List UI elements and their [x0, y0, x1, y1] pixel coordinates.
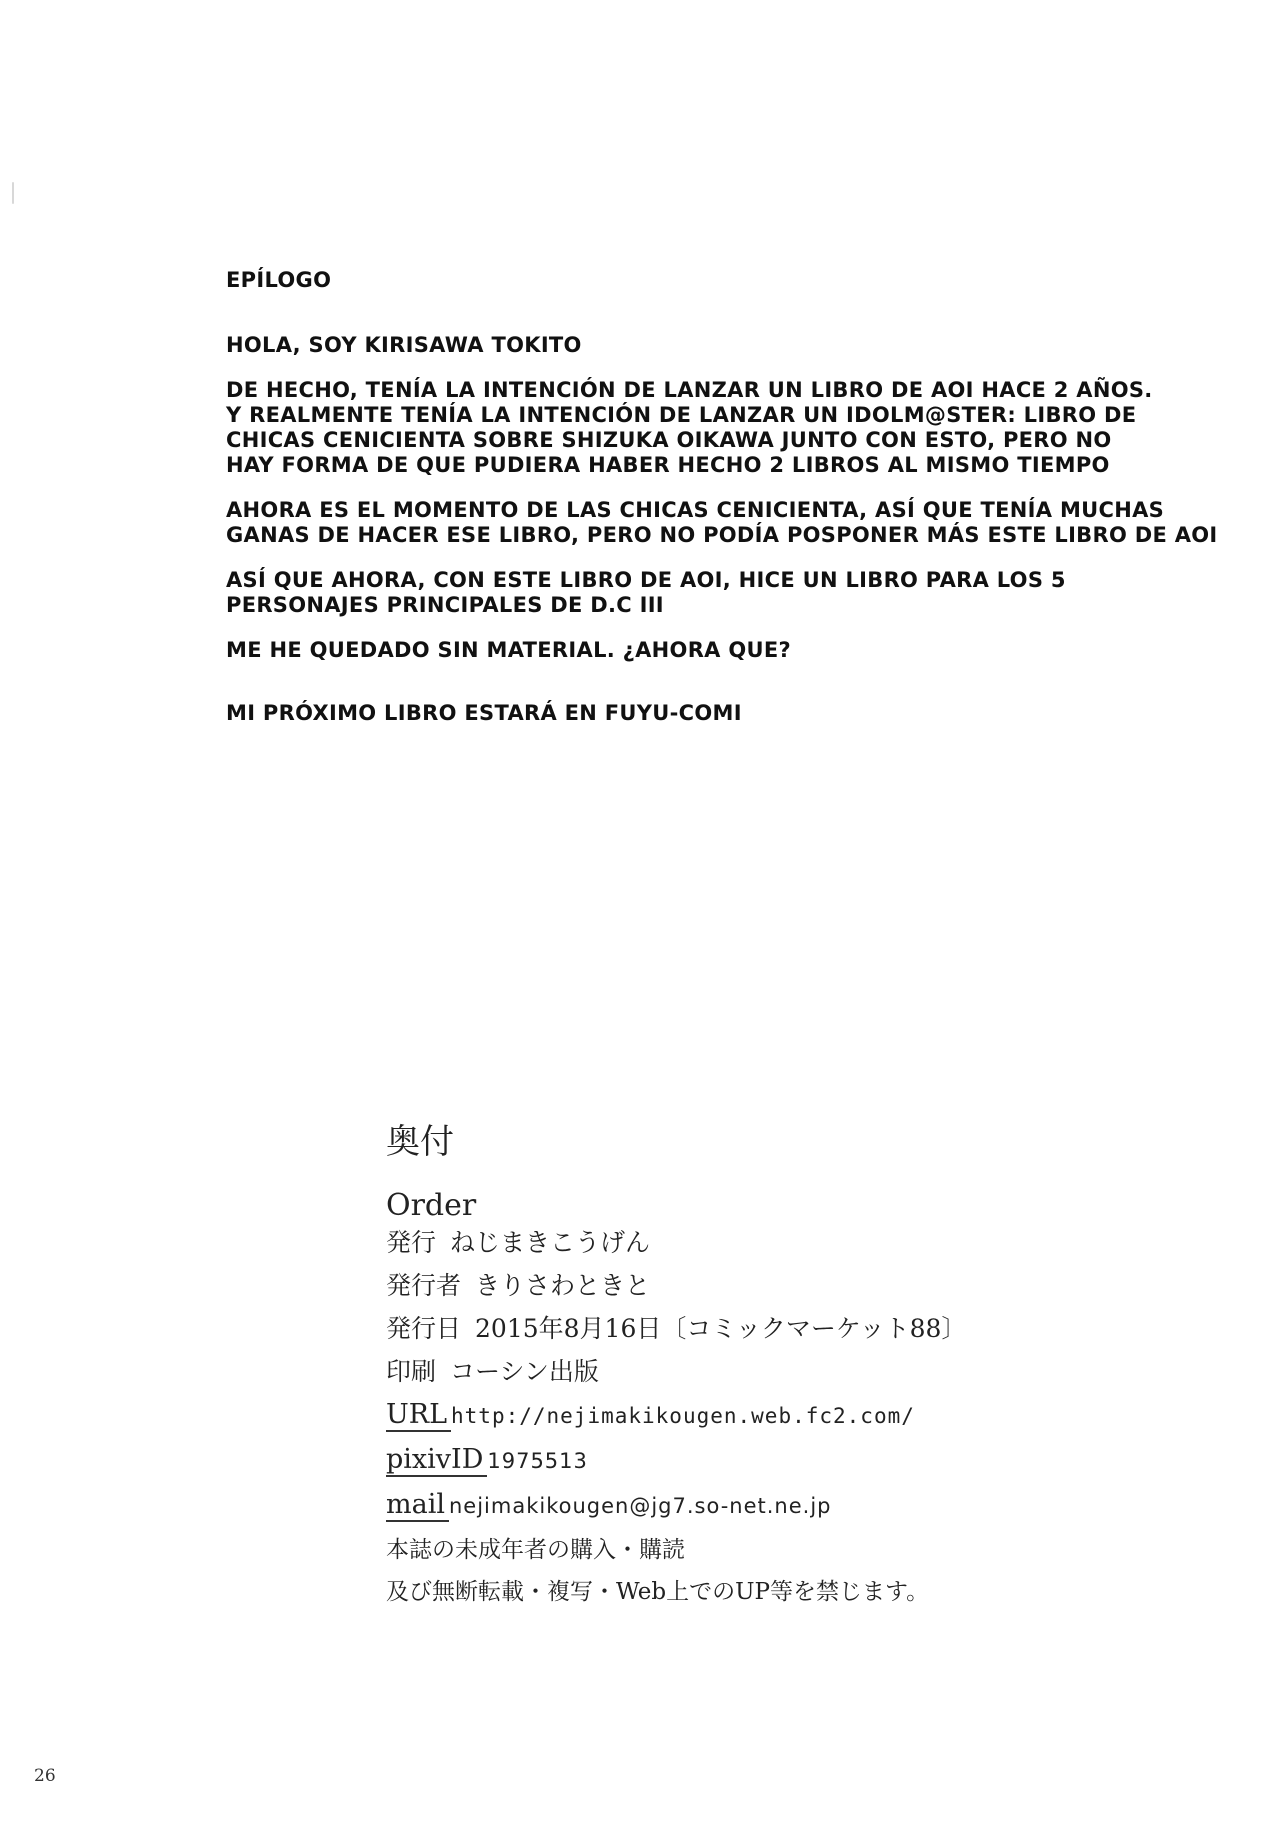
- author-value: きりさわときと: [475, 1271, 651, 1300]
- epilogue-paragraph: [226, 701, 1226, 726]
- epilogue-line: GANAS DE HACER ESE LIBRO, PERO NO PODÍA POSPONER MÁS ESTE LIBRO DE AOI: [226, 523, 1218, 547]
- epilogue-line: CHICAS CENICIENTA SOBRE SHIZUKA OIKAWA JUNTO CON ESTO, PERO NO: [226, 428, 1112, 452]
- notice-line-2: 及び無断転載・複写・Web上でのUP等を禁じます。: [386, 1579, 930, 1605]
- epilogue-paragraph: [226, 378, 1226, 478]
- url-row: [386, 1398, 1086, 1443]
- publisher-row: [386, 1226, 1086, 1269]
- author-label: 発行者: [386, 1271, 462, 1300]
- mail-row: [386, 1488, 1086, 1533]
- epilogue-paragraph: [226, 638, 1226, 663]
- epilogue-line: MI PRÓXIMO LIBRO ESTARÁ EN FUYU-COMI: [226, 701, 742, 725]
- colophon-block: [386, 1122, 1086, 1617]
- date-value: 2015年8月16日〔コミックマーケット88〕: [475, 1314, 967, 1343]
- epilogue-title: EPÍLOGO: [226, 268, 332, 292]
- epilogue-line: HOLA, SOY KIRISAWA TOKITO: [226, 333, 582, 357]
- date-row: [386, 1312, 1086, 1355]
- print-label: 印刷: [386, 1357, 437, 1386]
- epilogue-paragraph: [226, 333, 1226, 358]
- epilogue-line: ME HE QUEDADO SIN MATERIAL. ¿AHORA QUE?: [226, 638, 791, 662]
- mail-value: nejimakikougen@jg7.so-net.ne.jp: [448, 1494, 832, 1518]
- colophon-order: Order: [386, 1188, 477, 1223]
- pixiv-row: [386, 1443, 1086, 1488]
- print-value: コーシン出版: [450, 1357, 599, 1386]
- epilogue-line: DE HECHO, TENÍA LA INTENCIÓN DE LANZAR UN LIBRO DE AOI HACE 2 AÑOS.: [226, 378, 1153, 402]
- date-label: 発行日: [386, 1314, 462, 1343]
- url-value: http://nejimakikougen.web.fc2.com/: [451, 1404, 915, 1428]
- epilogue-line: AHORA ES EL MOMENTO DE LAS CHICAS CENICIENTA, ASÍ QUE TENÍA MUCHAS: [226, 498, 1165, 522]
- publisher-label: 発行: [386, 1228, 437, 1257]
- page-number: 26: [34, 1766, 56, 1786]
- epilogue-paragraph: [226, 498, 1226, 548]
- pixiv-label: pixivID: [386, 1445, 487, 1477]
- epilogue-line: HAY FORMA DE QUE PUDIERA HABER HECHO 2 LIBROS AL MISMO TIEMPO: [226, 453, 1110, 477]
- author-row: [386, 1269, 1086, 1312]
- mail-label: mail: [386, 1490, 449, 1522]
- print-row: [386, 1355, 1086, 1398]
- scan-edge-mark: [12, 182, 14, 204]
- epilogue-paragraph: [226, 568, 1226, 618]
- colophon-heading: 奥付: [386, 1122, 454, 1162]
- epilogue-line: ASÍ QUE AHORA, CON ESTE LIBRO DE AOI, HICE UN LIBRO PARA LOS 5: [226, 568, 1066, 592]
- epilogue-paragraphs: [226, 333, 1226, 726]
- publisher-value: ねじまきこうげん: [450, 1228, 651, 1257]
- epilogue-line: Y REALMENTE TENÍA LA INTENCIÓN DE LANZAR UN IDOLM@STER: LIBRO DE: [226, 403, 1137, 427]
- epilogue-block: [226, 268, 1226, 746]
- url-label: URL: [386, 1400, 451, 1432]
- notice-line-1: 本誌の未成年者の購入・購読: [386, 1537, 685, 1563]
- epilogue-line: PERSONAJES PRINCIPALES DE D.C III: [226, 593, 664, 617]
- pixiv-value: 1975513: [487, 1449, 588, 1473]
